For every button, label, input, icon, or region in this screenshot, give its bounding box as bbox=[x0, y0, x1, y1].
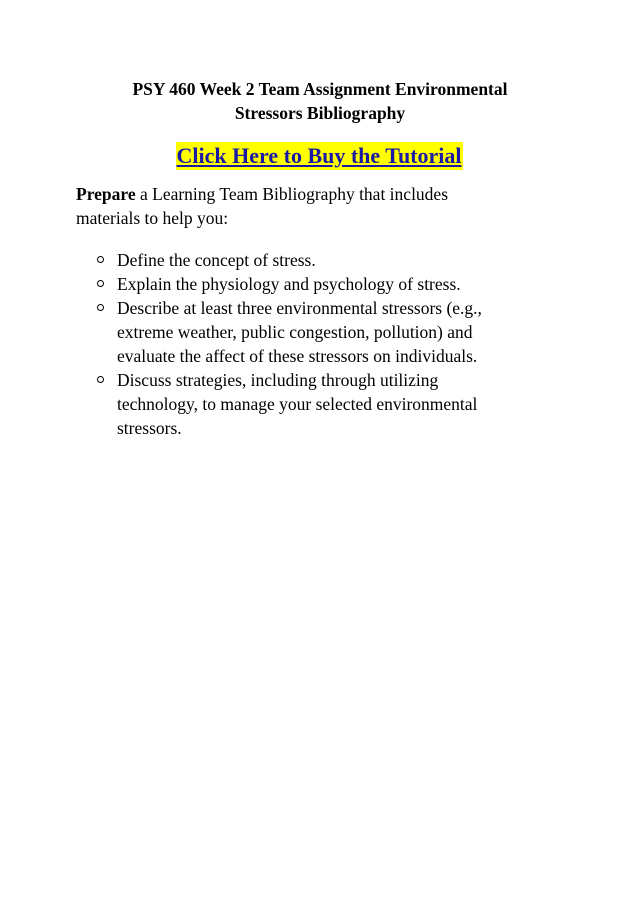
list-item-line: Describe at least three environmental stressors (e.g., bbox=[117, 298, 482, 318]
list-item bbox=[76, 248, 546, 272]
intro-line-2: materials to help you: bbox=[76, 208, 229, 228]
list-item-line: Discuss strategies, including through utilizing bbox=[117, 370, 439, 390]
list-item-line: Explain the physiology and psychology of stress. bbox=[117, 274, 461, 294]
title-line-2: Stressors Bibliography bbox=[234, 103, 406, 123]
list-item-line: technology, to manage your selected environmental bbox=[117, 394, 478, 414]
requirements-list bbox=[76, 248, 546, 440]
intro-paragraph bbox=[76, 182, 546, 230]
bullet-icon bbox=[97, 280, 104, 287]
title-line-1: PSY 460 Week 2 Team Assignment Environmental bbox=[132, 79, 508, 99]
list-item-line: extreme weather, public congestion, pollution) and bbox=[117, 322, 473, 342]
bullet-icon bbox=[97, 376, 104, 383]
bullet-icon bbox=[97, 256, 104, 263]
list-item bbox=[76, 296, 546, 368]
list-item-line: stressors. bbox=[117, 418, 182, 438]
intro-lead: Prepare bbox=[76, 184, 136, 204]
intro-rest-1: a Learning Team Bibliography that includes bbox=[135, 184, 449, 204]
list-item bbox=[76, 272, 546, 296]
list-item-line: Define the concept of stress. bbox=[117, 250, 316, 270]
list-item bbox=[76, 368, 546, 440]
buy-tutorial-link[interactable]: Click Here to Buy the Tutorial bbox=[176, 143, 462, 168]
list-item-line: evaluate the affect of these stressors on individuals. bbox=[117, 346, 478, 366]
bullet-icon bbox=[97, 304, 104, 311]
document-title bbox=[60, 77, 580, 125]
intro-line-1 bbox=[76, 182, 546, 206]
cta-container bbox=[0, 142, 638, 170]
